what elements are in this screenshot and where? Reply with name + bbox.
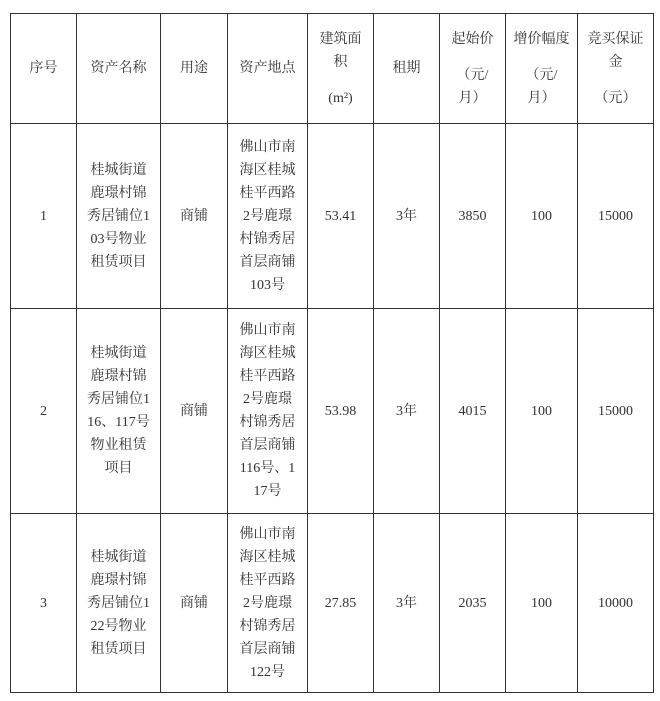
- header-cell-price-increment: [506, 14, 578, 124]
- cell-bid-deposit: 15000: [578, 309, 654, 514]
- header-unit: （元/月）: [525, 67, 558, 106]
- header-cell-asset-location: [228, 14, 308, 124]
- header-label: 增价幅度: [513, 31, 570, 47]
- header-cell-usage: [161, 14, 228, 124]
- cell-lease-term: 3年: [374, 514, 440, 693]
- cell-serial-no: 1: [11, 124, 77, 309]
- asset-table: [10, 13, 654, 693]
- header-label: 序号: [29, 61, 58, 76]
- cell-asset-location: 佛山市南海区桂城桂平西路2号鹿璟村锦秀居首层商铺103号: [228, 124, 308, 309]
- cell-building-area: 53.98: [308, 309, 374, 514]
- header-label: 起始价: [451, 31, 494, 47]
- table-header-row: [11, 14, 654, 124]
- table-row: [11, 309, 654, 514]
- header-cell-lease-term: [374, 14, 440, 124]
- cell-asset-name: 桂城街道鹿璟村锦秀居铺位116、117号物业租赁项目: [77, 309, 161, 514]
- cell-price-increment: 100: [506, 124, 578, 309]
- cell-starting-price: 3850: [440, 124, 506, 309]
- cell-asset-location: 佛山市南海区桂城桂平西路2号鹿璟村锦秀居首层商铺116号、117号: [228, 309, 308, 514]
- cell-asset-name: 桂城街道鹿璟村锦秀居铺位122号物业租赁项目: [77, 514, 161, 693]
- header-cell-starting-price: [440, 14, 506, 124]
- cell-price-increment: 100: [506, 514, 578, 693]
- cell-price-increment: 100: [506, 309, 578, 514]
- cell-serial-no: 2: [11, 309, 77, 514]
- header-unit: （元）: [594, 90, 637, 106]
- header-unit: （元/月）: [456, 67, 489, 106]
- cell-building-area: 53.41: [308, 124, 374, 309]
- cell-bid-deposit: 10000: [578, 514, 654, 693]
- header-label: 资产名称: [90, 61, 147, 76]
- header-label: 资产地点: [239, 61, 296, 76]
- header-label: 租期: [392, 61, 421, 76]
- header-cell-asset-name: [77, 14, 161, 124]
- table-row: [11, 514, 654, 693]
- cell-starting-price: 2035: [440, 514, 506, 693]
- header-cell-bid-deposit: [578, 14, 654, 124]
- cell-lease-term: 3年: [374, 309, 440, 514]
- table-row: [11, 124, 654, 309]
- header-label: 建筑面积: [319, 31, 362, 70]
- header-label: 用途: [180, 61, 208, 76]
- header-cell-building-area: [308, 14, 374, 124]
- cell-serial-no: 3: [11, 514, 77, 693]
- cell-bid-deposit: 15000: [578, 124, 654, 309]
- cell-usage: 商铺: [161, 309, 228, 514]
- cell-usage: 商铺: [161, 124, 228, 309]
- header-label: 竞买保证金: [587, 31, 644, 70]
- cell-usage: 商铺: [161, 514, 228, 693]
- cell-starting-price: 4015: [440, 309, 506, 514]
- cell-lease-term: 3年: [374, 124, 440, 309]
- cell-asset-location: 佛山市南海区桂城桂平西路2号鹿璟村锦秀居首层商铺122号: [228, 514, 308, 693]
- header-unit: (m²): [328, 90, 353, 106]
- cell-asset-name: 桂城街道鹿璟村锦秀居铺位103号物业租赁项目: [77, 124, 161, 309]
- cell-building-area: 27.85: [308, 514, 374, 693]
- header-cell-serial-no: [11, 14, 77, 124]
